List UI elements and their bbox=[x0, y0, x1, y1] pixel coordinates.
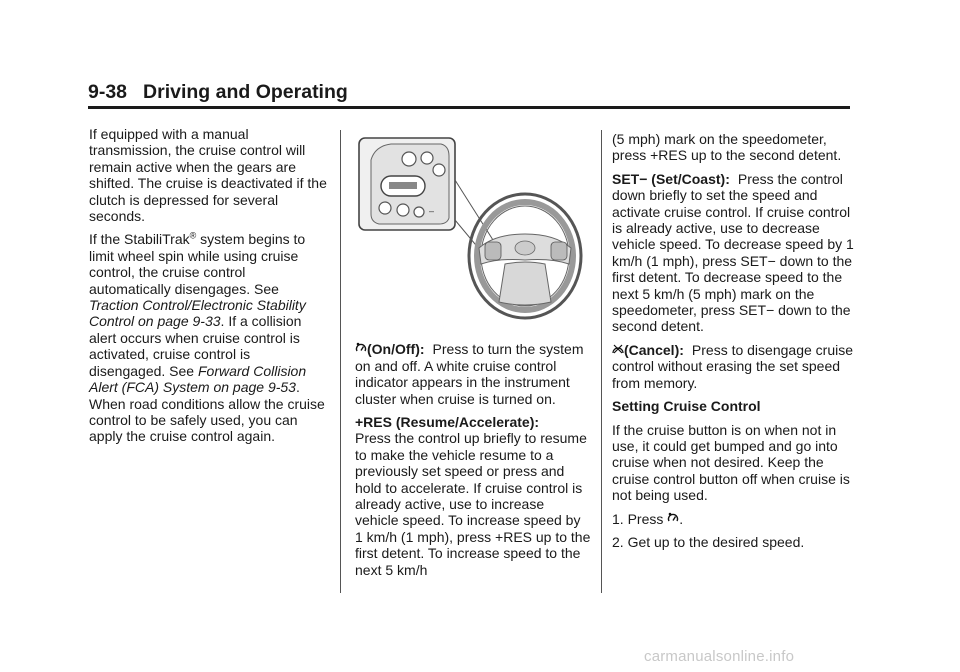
resume-continued-paragraph: (5 mph) mark on the speedometer, press +RES up to the second detent. bbox=[612, 131, 842, 164]
page-number: 9-38 bbox=[88, 81, 128, 103]
step-1 bbox=[612, 511, 856, 527]
section-title: Driving and Operating bbox=[143, 81, 348, 103]
cancel-paragraph bbox=[612, 342, 856, 391]
resume-paragraph bbox=[355, 414, 591, 578]
column-2 bbox=[355, 126, 591, 585]
resume-text: Press the control up briefly to resume to make the vehicle resume to a previously set speed or press and hold to accelerate. If cruise control is already active, use to increase vehicle speed. To increase speed by 1 km/h (1 mph), press +RES up to the first detent. To increase speed to the next 5 km/h bbox=[355, 430, 591, 578]
set-coast-text: Press the control down briefly to set the speed and activate cruise control. If cruise control is already active, use to decrease vehicle speed. To decrease speed by 1 km/h (1 mph), press SET− down to the first detent. To decrease speed to the next 5 km/h (5 mph) mark on the speedometer, press SET− down to the second detent. bbox=[612, 170, 854, 335]
resume-label: +RES (Resume/Accelerate): bbox=[355, 414, 540, 431]
set-coast-label: SET− (Set/Coast): bbox=[612, 170, 730, 187]
setting-cruise-heading: Setting Cruise Control bbox=[612, 398, 761, 415]
page-header bbox=[88, 81, 348, 104]
cancel-text: Press to disengage cruise control without erasing the set speed from memory. bbox=[612, 341, 853, 391]
watermark: carmanualsonline.info bbox=[644, 648, 795, 665]
column-3 bbox=[612, 131, 856, 557]
stabilitrak-text-d: . When road conditions allow the cruise control to be safely used, you can apply the cruise control again. bbox=[89, 379, 325, 445]
stabilitrak-text-c: . If a collision alert occurs when cruise control is activated, cruise control is disengaged. See bbox=[89, 313, 302, 379]
onoff-label: (On/Off): bbox=[367, 341, 425, 358]
stabilitrak-paragraph bbox=[89, 231, 329, 444]
onoff-paragraph bbox=[355, 341, 591, 407]
column-divider-2 bbox=[601, 130, 602, 593]
traction-control-link[interactable]: Traction Control/Electronic Stability Control on page 9-33 bbox=[89, 297, 306, 330]
step-2: 2. Get up to the desired speed. bbox=[612, 533, 805, 550]
header-rule bbox=[88, 106, 850, 109]
cruise-on-off-icon bbox=[355, 342, 367, 355]
cancel-label: (Cancel): bbox=[624, 341, 684, 358]
svg-text:–: – bbox=[429, 206, 435, 216]
cruise-on-off-icon bbox=[667, 512, 679, 525]
stabilitrak-text-b: system begins to limit wheel spin while using cruise control, the cruise control automatically disengages. See bbox=[89, 231, 306, 297]
column-divider-1 bbox=[340, 130, 341, 593]
manual-transmission-paragraph: If equipped with a manual transmission, the cruise control will remain active when the gears are shifted. The cruise is deactivated if the clutch is depressed for several seconds. bbox=[89, 126, 327, 225]
steering-wheel-cruise-illustration bbox=[355, 130, 583, 326]
set-coast-paragraph bbox=[612, 171, 856, 335]
step-1-text: 1. Press bbox=[612, 510, 668, 527]
column-1 bbox=[89, 126, 329, 452]
setting-cruise-paragraph: If the cruise button is on when not in use, it could get bumped and go into cruise when not desired. Keep the cruise control button off when cruise is not being used. bbox=[612, 421, 850, 504]
onoff-text: Press to turn the system on and off. A white cruise control indicator appears in the instrument cluster when cruise is turned on. bbox=[355, 341, 584, 407]
forward-collision-link[interactable]: Forward Collision Alert (FCA) System on page 9-53 bbox=[89, 362, 307, 396]
stabilitrak-text-a: If the StabiliTrak bbox=[89, 231, 190, 248]
registered-mark: ® bbox=[189, 230, 197, 241]
step-1-period: . bbox=[679, 510, 684, 527]
cruise-cancel-icon bbox=[612, 343, 624, 356]
